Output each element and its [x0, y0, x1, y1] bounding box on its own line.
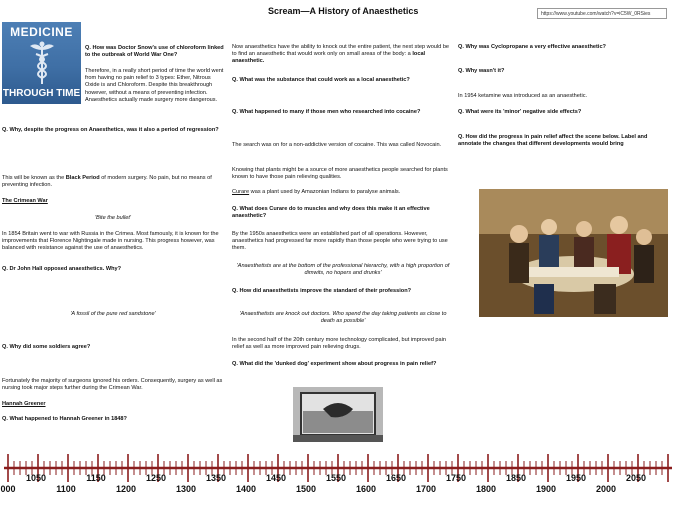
timeline-label-bottom: 1100	[56, 484, 76, 494]
question-ketamine-side-effects: Q. What were its 'minor' negative side effects?	[458, 109, 582, 115]
paragraph-crimean-war: In 1854 Britain went to war with Russia in the Crimea. Most famously, it is known for the improvements that Florence Nightingale made in nursing. This progress however, was balanced with resistance against the use of anaesthetics.	[2, 231, 219, 252]
timeline-label-top: 1650	[385, 473, 407, 483]
timeline-label-bottom: 1700	[415, 484, 437, 494]
logo-line-2: THROUGH TIME	[2, 88, 81, 99]
black-period-post: of modern surgery. No pain, but no means of preventing infection.	[2, 175, 212, 189]
paragraph-novocain: The search was on for a non-addictive version of cocaine. This was called Novocain.	[232, 142, 442, 148]
timeline-top-labels	[26, 473, 646, 483]
question-dunked-dog: Q. What did the 'dunked dog' experiment show about progress in pain relief?	[232, 361, 437, 367]
paragraph-ketamine: In 1954 ketamine was introduced as an anaesthetic.	[458, 93, 588, 99]
heading-hannah-greener: Hannah Greener	[2, 401, 46, 407]
timeline-label-top: 1050	[25, 473, 47, 483]
timeline-label-top: 2050	[625, 473, 647, 483]
page-title: Scream—A History of Anaesthetics	[268, 6, 419, 16]
question-local-substance: Q. What was the substance that could work as a local anaesthetic?	[232, 77, 410, 83]
timeline-label-top: 1350	[205, 473, 227, 483]
question-cocaine-researchers: Q. What happened to many if those men who researched into cocaine?	[232, 109, 421, 115]
timeline-label-top: 1950	[565, 473, 587, 483]
question-hannah-greener: Q. What happened to Hannah Greener in 1848?	[2, 416, 127, 422]
paragraph-20th-century: In the second half of the 20th century more technology complicated, but improved pain relief as well as more improved pain relieving drugs.	[232, 337, 446, 351]
question-soldiers-agree: Q. Why did some soldiers agree?	[2, 344, 91, 350]
timeline-label-bottom: 1900	[535, 484, 557, 494]
caduceus-icon	[28, 40, 56, 84]
quote-bite-the-bullet: 'Bite the bullet'	[94, 215, 132, 221]
local-anaesthetic-term: local anaesthetic.	[232, 51, 426, 65]
timeline-label-top: 1450	[265, 473, 287, 483]
timeline-label-bottom: 1800	[475, 484, 497, 494]
timeline-label-top: 1550	[325, 473, 347, 483]
paragraph-black-period	[2, 175, 224, 189]
local-anaesthetic-pre: Now anaesthetics have the ability to knock out the entire patient, the next step would be to find an anaesthetic that would work only on small areas of the body: a	[232, 44, 450, 58]
question-cyclopropane: Q. Why was Cyclopropane a very effective anaesthetic?	[458, 44, 606, 50]
paragraph-1950s: By the 1950s anaesthetics were an established part of all operations. However, anaesthetics had progressed far more rapidly than those people who were trying to use them.	[232, 231, 448, 252]
paragraph-local-anaesthetic	[232, 44, 454, 66]
heading-crimean-war: The Crimean War	[2, 198, 48, 204]
timeline-label-top: 1850	[505, 473, 527, 483]
timeline-label-bottom: 1400	[235, 484, 257, 494]
question-snow-chloroform: Q. How was Doctor Snow's use of chloroform linked to the outbreak of World War One?	[85, 45, 224, 59]
video-url[interactable]: https://www.youtube.com/watch?v=iC5W_0RSies	[537, 8, 667, 19]
medicine-through-time-logo	[2, 22, 81, 104]
timeline-label-top: 1250	[145, 473, 167, 483]
timeline-label-bottom: 1200	[115, 484, 137, 494]
timeline-label-top: 1150	[86, 473, 106, 483]
curare-term: Curare	[232, 189, 250, 195]
paragraph-curare	[232, 189, 454, 196]
paragraph-plants-search: Knowing that plants might be a source of more anaesthetics people searched for plants known to have those pain relieving qualities.	[232, 167, 448, 181]
dunked-dog-photo	[293, 387, 383, 442]
question-anaesthetists-standard: Q. How did anaesthetists improve the standard of their profession?	[232, 288, 412, 294]
curare-post: was a plant used by Amazonian Indians to paralyse animals.	[249, 189, 401, 195]
quote-knock-out-doctors: 'Anaesthetists are knock out doctors. Who spend the day taking patients as close to death as possible'	[239, 311, 447, 325]
historical-surgery-painting	[479, 189, 668, 317]
timeline-label-bottom: 000	[0, 484, 16, 494]
question-why-wasnt-it: Q. Why wasn't it?	[458, 68, 505, 74]
quote-fossil-sandstone: 'A fossil of the pure red sandstone'	[70, 311, 156, 317]
paragraph-pain-relief-types: Therefore, in a really short period of time the world went from having no pain relief to 3 types: Ether, Nitrous Oxide is and Chloroform. Despite this breakthrough however, without a means of preventing infection. Anaesthetics actually made surgery more dangerous.	[85, 68, 224, 103]
timeline-label-bottom: 2000	[595, 484, 617, 494]
question-regression: Q. Why, despite the progress on Anaesthetics, was it also a period of regression?	[2, 127, 219, 133]
paragraph-surgeons-ignored: Fortunately the majority of surgeons ignored his orders. Consequently, surgery as well as nursing took major steps further during the Crimean War.	[2, 378, 223, 392]
timeline-label-top: 1750	[445, 473, 467, 483]
black-period-pre: This will be known as the	[2, 175, 66, 181]
logo-line-1: MEDICINE	[10, 25, 73, 39]
question-curare-muscles: Q. What does Curare do to muscles and why does this make it an effective anaesthetic?	[232, 206, 430, 220]
question-pain-relief-scene: Q. How did the progress in pain relief affect the scene below. Label and annotate the changes that different developments would bring	[458, 134, 648, 148]
timeline-label-bottom: 1500	[295, 484, 317, 494]
question-john-hall: Q. Dr John Hall opposed anaesthetics. Why?	[2, 266, 122, 272]
black-period-term: Black Period	[65, 175, 100, 181]
timeline-label-bottom: 1600	[355, 484, 377, 494]
timeline-label-bottom: 1300	[175, 484, 197, 494]
timeline	[0, 448, 677, 509]
quote-hierarchy: 'Anaesthetists are at the bottom of the professional hierarchy, with a high proportion of dimwits, no hopers and drunks'	[236, 263, 450, 277]
timeline-bottom-labels	[0, 484, 616, 494]
